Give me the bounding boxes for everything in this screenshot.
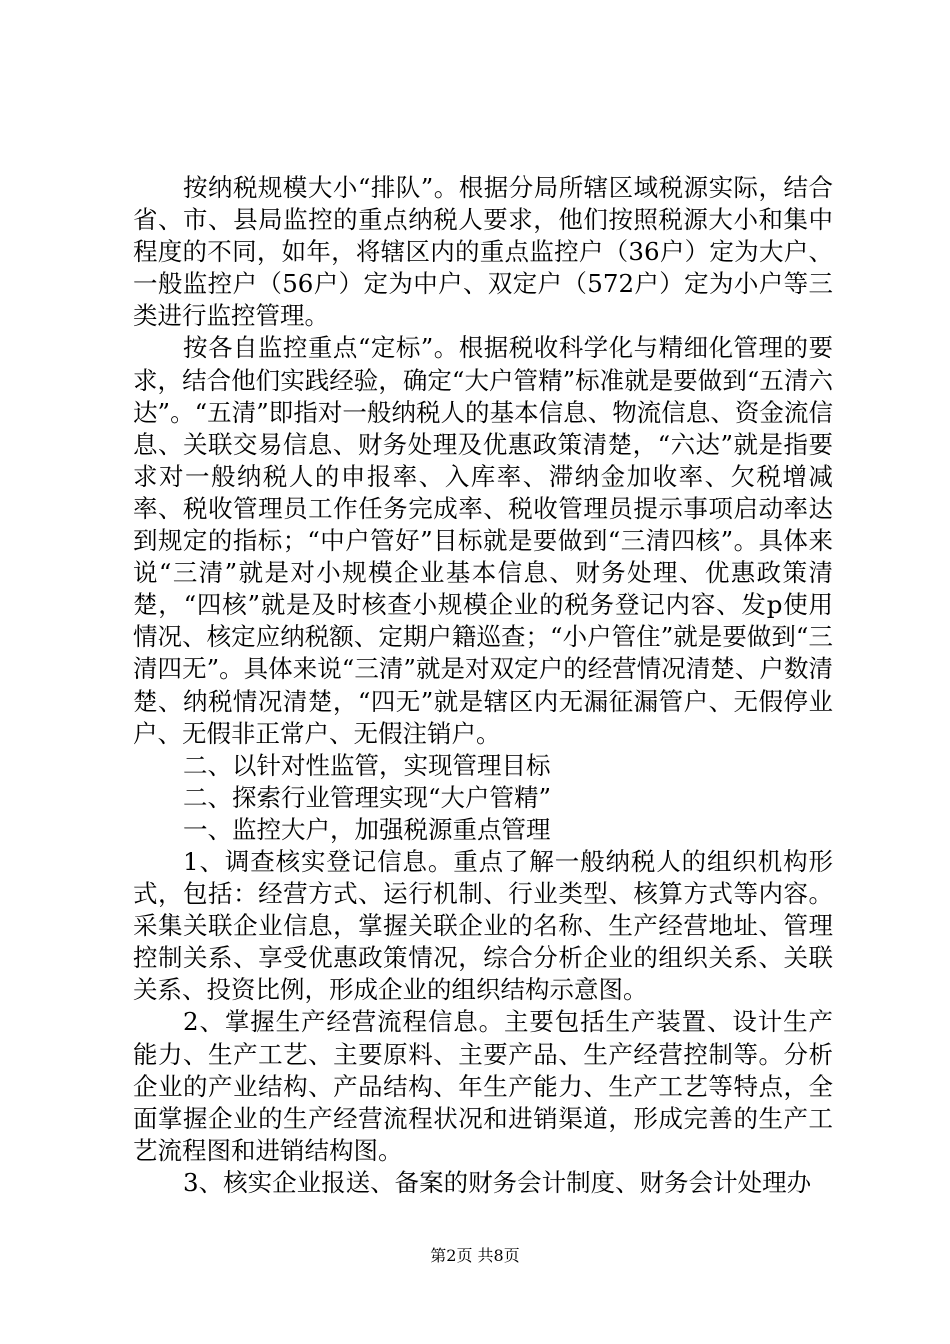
section-heading-targeted-supervision: 二、以针对性监管，实现管理目标 [183, 750, 551, 780]
paragraph-ranking-by-scale: 按纳税规模大小“排队”。根据分局所辖区域税源实际，结合省、市、县局监控的重点纳税人要求，他们按照税源大小和集中程度的不同，如年，将辖区内的重点监控户（36户）定为大户、一般监控户（56户）定为中户、双定户（572户）定为小户等三类进行监控管理。 [133, 173, 833, 331]
section-heading-monitor-large-households: 一、监控大户，加强税源重点管理 [183, 814, 551, 844]
section-heading-industry-management: 二、探索行业管理实现“大户管精” [183, 782, 552, 812]
paragraph-item-3-financial-records: 3、核实企业报送、备案的财务会计制度、财务会计处理办 [183, 1167, 812, 1197]
document-body [133, 172, 833, 1199]
paragraph-item-2-production-flow: 2、掌握生产经营流程信息。主要包括生产装置、设计生产能力、生产工艺、主要原料、主要产品、生产经营控制等。分析企业的产业结构、产品结构、年生产能力、生产工艺等特点，全面掌握企业的生产经营流程状况和进销渠道，形成完善的生产工艺流程图和进销结构图。 [133, 1007, 833, 1165]
paragraph-item-1-registration-info: 1、调查核实登记信息。重点了解一般纳税人的组织机构形式，包括：经营方式、运行机制、行业类型、核算方式等内容。采集关联企业信息，掌握关联企业的名称、生产经营地址、管理控制关系、享受优惠政策情况，综合分析企业的组织关系、关联关系、投资比例，形成企业的组织结构示意图。 [133, 846, 833, 1005]
page-footer [0, 1246, 950, 1266]
page-number-label: 第2页 共8页 [430, 1246, 520, 1265]
paragraph-setting-standards: 按各自监控重点“定标”。根据税收科学化与精细化管理的要求，结合他们实践经验，确定“大户管精”标准就是要做到“五清六达”。“五清”即指对一般纳税人的基本信息、物流信息、资金流信息、关联交易信息、财务处理及优惠政策清楚，“六达”就是指要求对一般纳税人的申报率、入库率、滞纳金加收率、欠税增减率、税收管理员工作任务完成率、税收管理员提示事项启动率达到规定的指标；“中户管好”目标就是要做到“三清四核”。具体来说“三清”就是对小规模企业基本信息、财务处理、优惠政策清楚，“四核”就是及时核查小规模企业的税务登记内容、发p使用情况、核定应纳税额、定期户籍巡查；“小户管住”就是要做到“三清四无”。具体来说“三清”就是对双定户的经营情况清楚、户数清楚、纳税情况清楚，“四无”就是辖区内无漏征漏管户、无假停业户、无假非正常户、无假注销户。 [133, 333, 833, 748]
